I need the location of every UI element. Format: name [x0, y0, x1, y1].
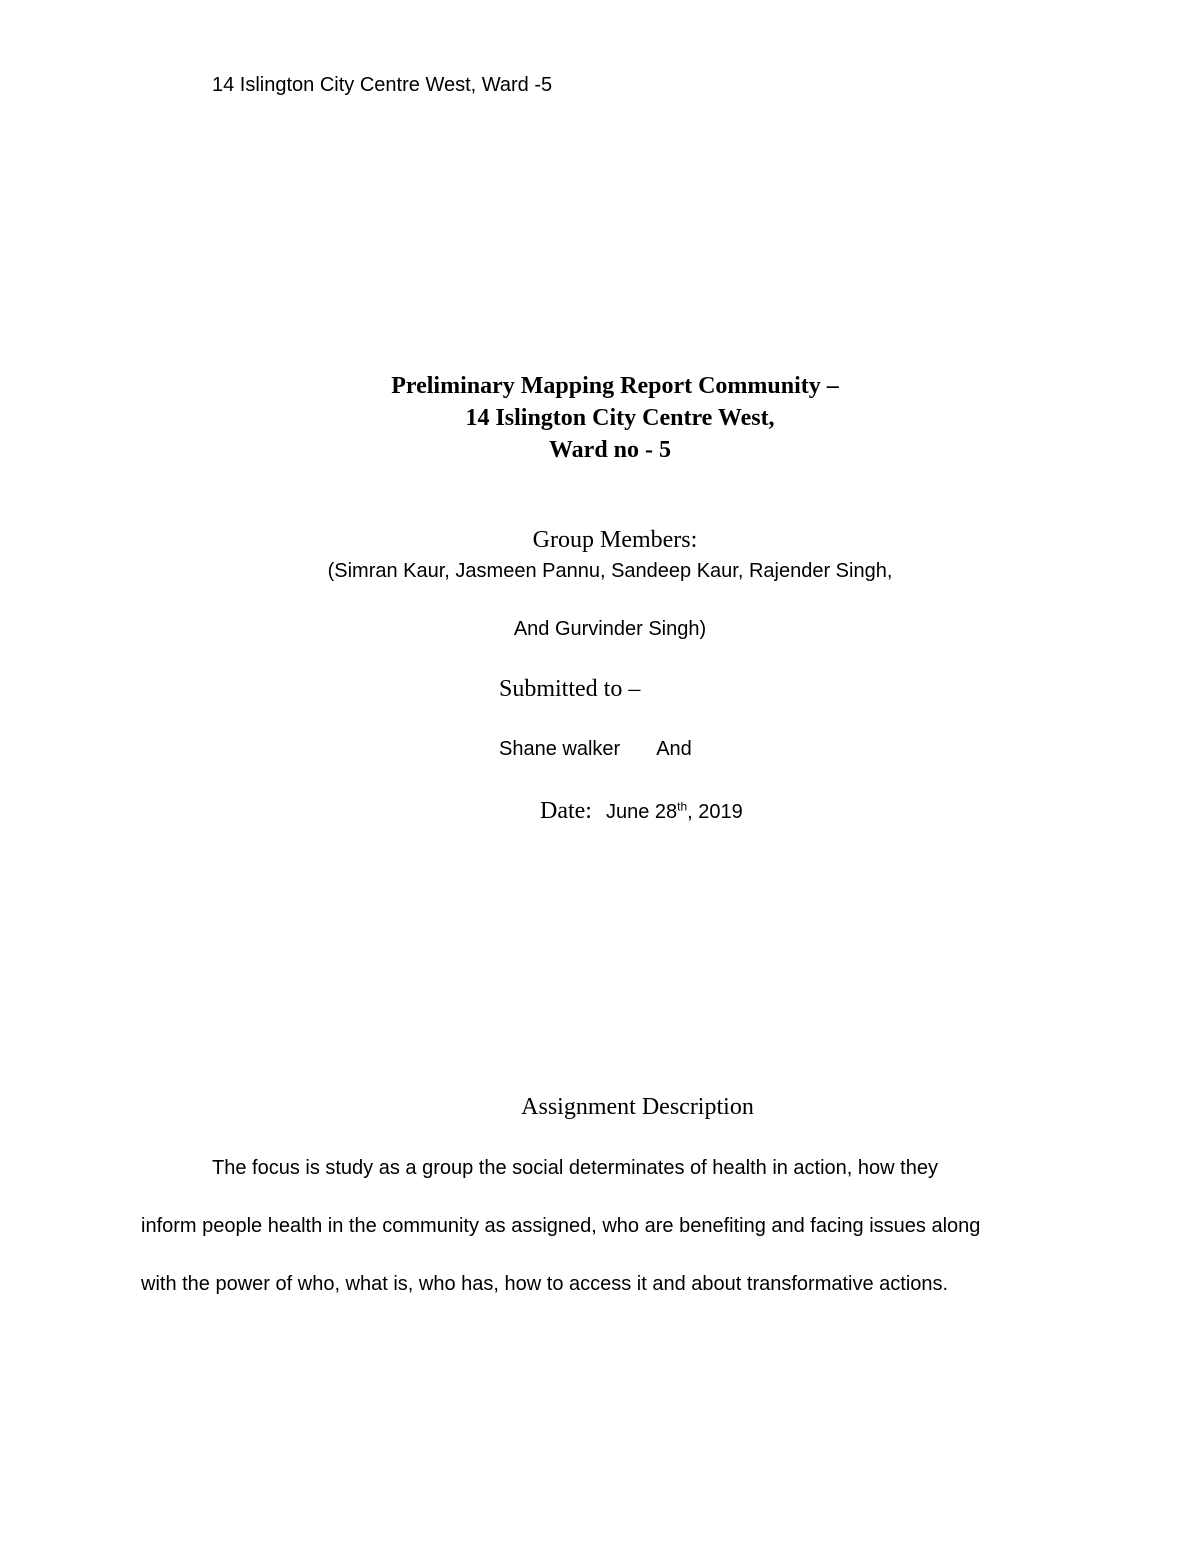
recipient-conjunction: And: [656, 738, 692, 760]
assignment-text-line-1: The focus is study as a group the social determinates of health in action, how they: [212, 1157, 938, 1179]
recipients-line: [499, 738, 692, 761]
date-label: Date:: [540, 798, 592, 824]
report-title-line-1: Preliminary Mapping Report Community –: [391, 373, 839, 399]
group-members-line-2: And Gurvinder Singh): [513, 618, 707, 640]
assignment-description-heading: Assignment Description: [521, 1094, 754, 1120]
date-ordinal-suffix: th: [677, 799, 688, 814]
report-title-line-3: Ward no - 5: [548, 437, 671, 463]
date-row: [540, 798, 743, 825]
assignment-text-line-3: with the power of who, what is, who has, how to access it and about transformative actions.: [141, 1273, 949, 1295]
recipient-name: Shane walker: [499, 738, 621, 760]
running-header: 14 Islington City Centre West, Ward -5: [212, 74, 553, 96]
date-value: [606, 801, 743, 823]
date-value-year: , 2019: [687, 801, 743, 823]
report-title-line-2: 14 Islington City Centre West,: [465, 405, 775, 431]
group-members-line-1: (Simran Kaur, Jasmeen Pannu, Sandeep Kaur, Rajender Singh,: [327, 560, 893, 582]
date-value-day: June 28: [605, 801, 678, 823]
assignment-text-line-2: inform people health in the community as assigned, who are benefiting and facing issues along: [141, 1215, 981, 1237]
group-members-heading: Group Members:: [532, 527, 698, 553]
submitted-to-label: Submitted to –: [499, 676, 641, 702]
